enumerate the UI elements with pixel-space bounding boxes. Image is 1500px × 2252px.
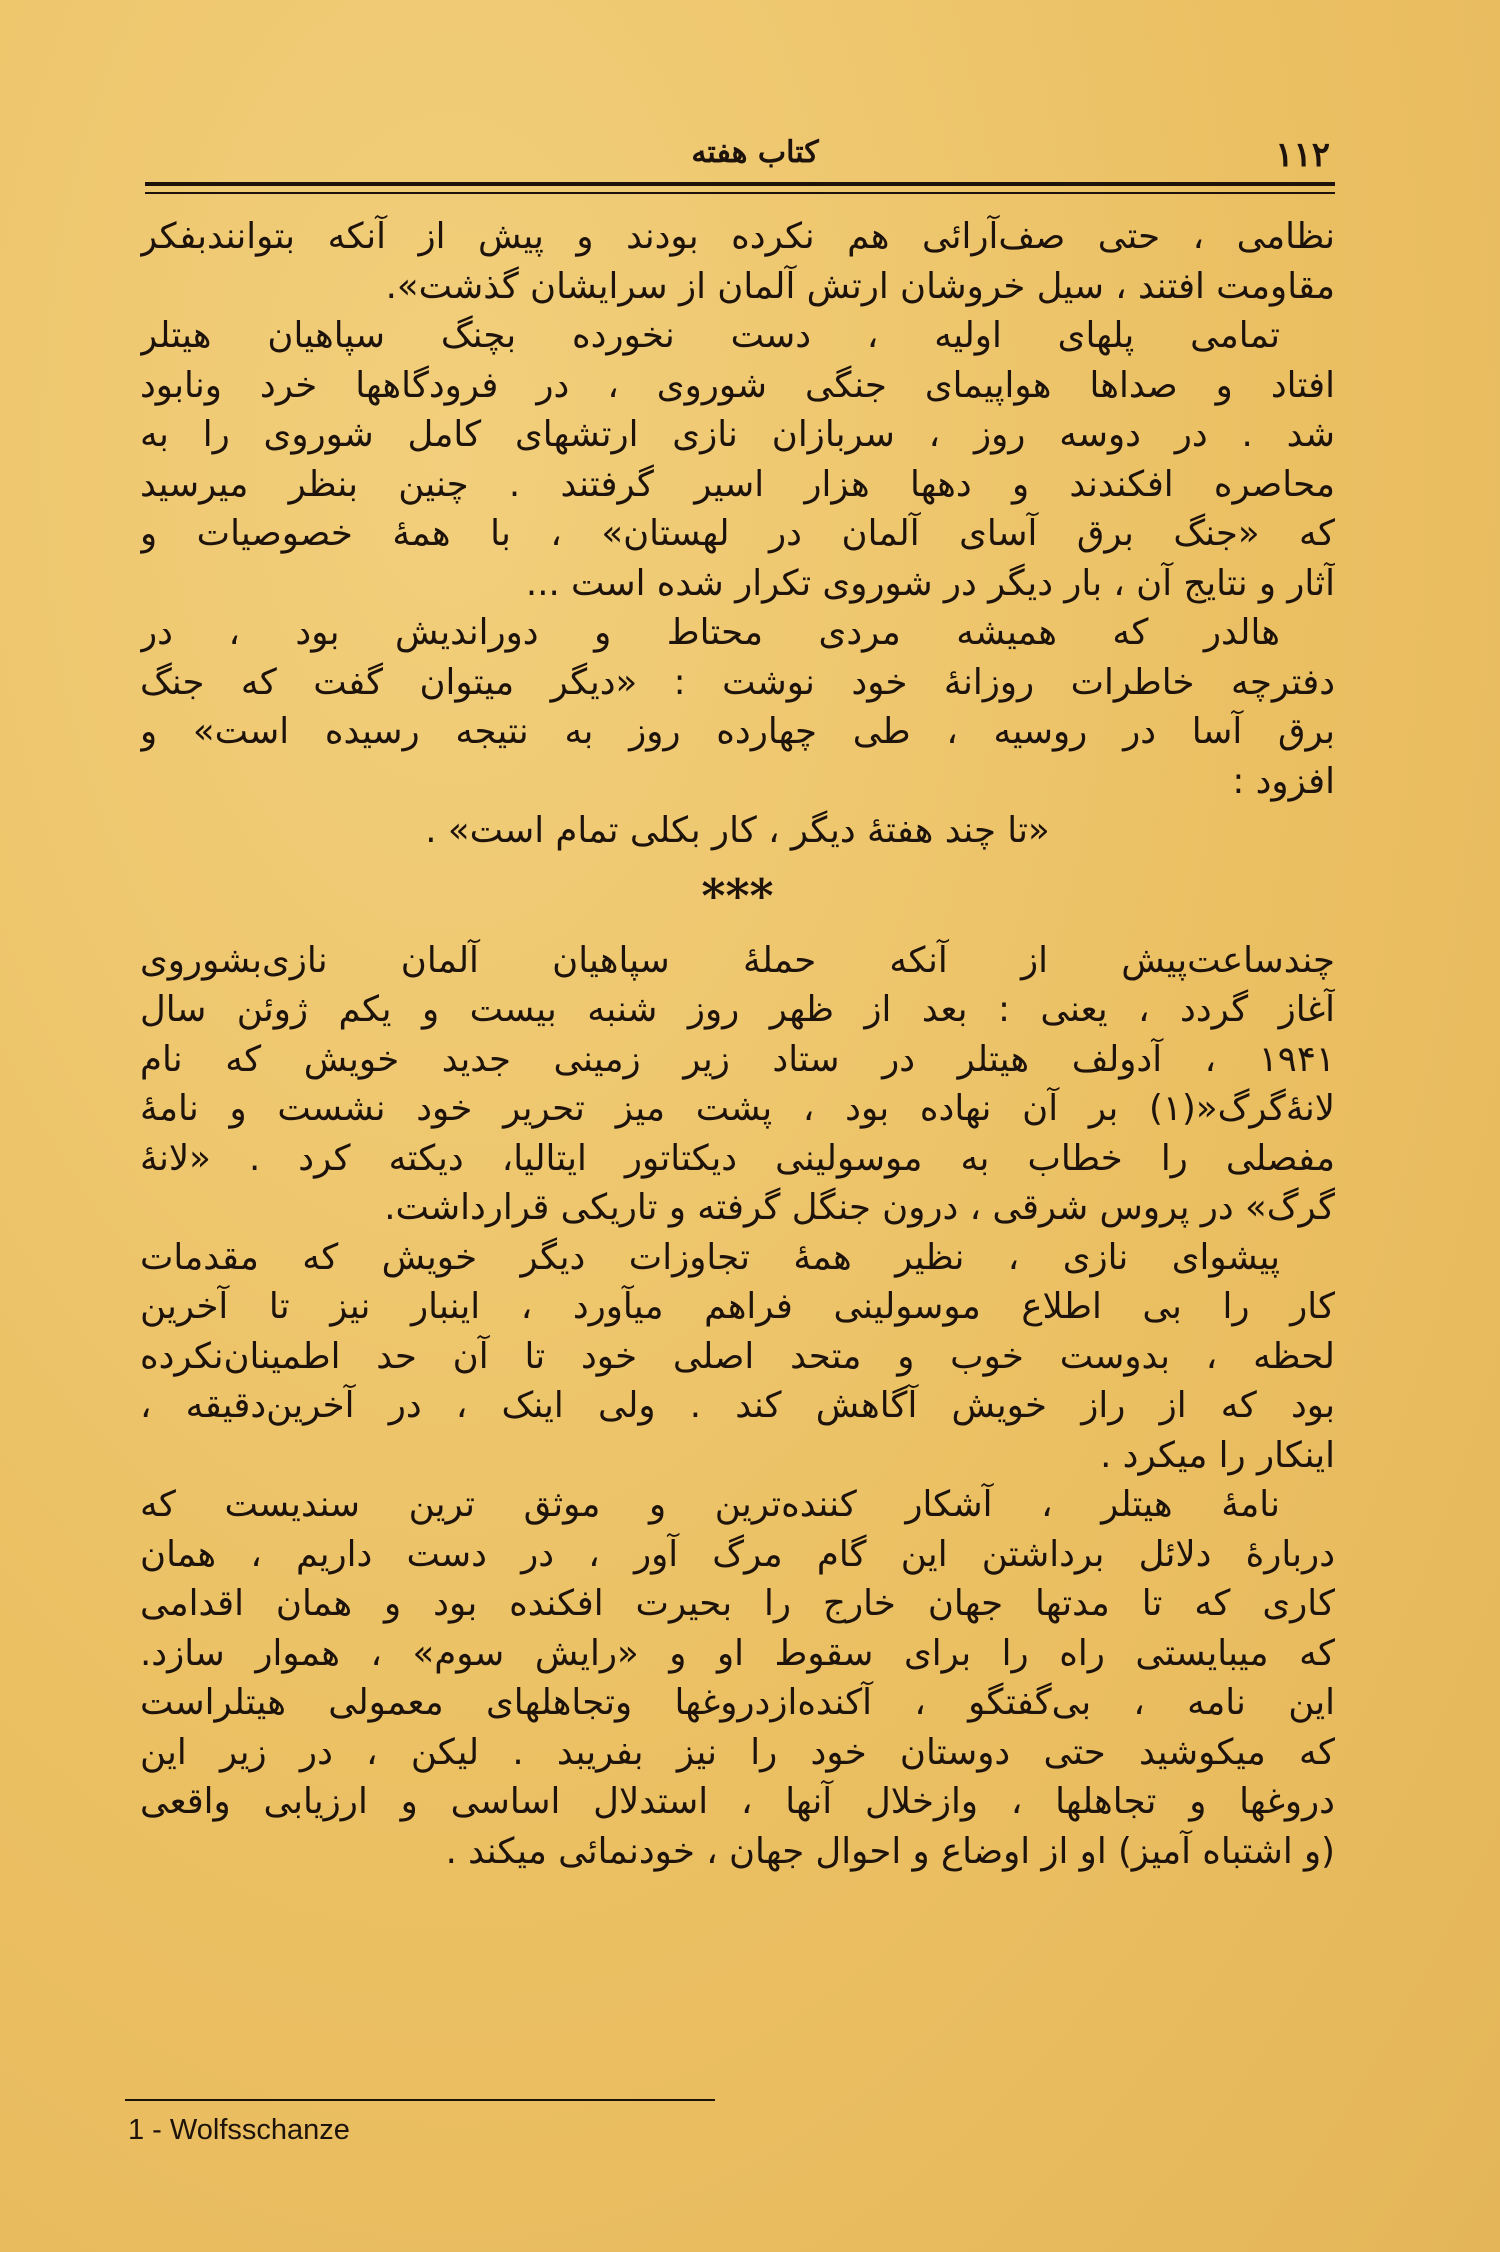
text-line: دربارهٔ دلائل برداشتن این گام مرگ آور ، در دست داریم ، همان [140, 1533, 1335, 1575]
text-line: اینکار را میکرد . [1100, 1434, 1335, 1476]
text-line: بود که از راز خویش آگاهش کند . ولی اینک ، در آخرین‌دقیقه ، [140, 1385, 1335, 1426]
text-line: برق آسا در روسیه ، طی چهارده روز به نتیجه رسیده است» و [140, 711, 1335, 752]
text-line: کار را بی اطلاع موسولینی فراهم میآورد ، اینبار نیز تا آخرین [140, 1286, 1335, 1327]
text-line: که میکوشید حتی دوستان خود را نیز بفریبد . لیکن ، در زیر این [140, 1731, 1335, 1773]
text-line: افتاد و صداها هواپیمای جنگی شوروی ، در فرودگاهها خرد ونابود [140, 364, 1335, 406]
text-line: که میبایستی راه را برای سقوط او و «رایش سوم» ، هموار سازد. [140, 1632, 1335, 1674]
footnote-rule [125, 2099, 715, 2101]
footnote: 1 - Wolfsschanze [128, 2114, 350, 2146]
text-line: (و اشتباه آمیز) او از اوضاع و احوال جهان ، خودنمائی میکند . [445, 1830, 1335, 1872]
text-line: شد . در دوسه روز ، سربازان نازی ارتشهای کامل شوروی را به [140, 414, 1335, 455]
text-line: چندساعت‌پیش از آنکه حملهٔ سپاهیان آلمان نازی‌بشوروی [140, 939, 1335, 981]
text-line: لحظه ، بدوست خوب و متحد اصلی خود تا آن حد اطمینان‌نکرده [140, 1335, 1335, 1377]
text-line: گرگ» در پروس شرقی ، درون جنگل گرفته و تاریکی قرارداشت. [384, 1187, 1335, 1228]
text-line: نامهٔ هیتلر ، آشکار کننده‌ترین و موثق ترین سندیست که [140, 1484, 1280, 1525]
running-head: کتاب هفته [691, 135, 819, 170]
text-line: ۱۹۴۱ ، آدولف هیتلر در ستاد زیر زمینی جدید خویش که نام [140, 1038, 1335, 1080]
text-line: دروغها و تجاهلها ، وازخلال آنها ، استدلال اساسی و ارزیابی واقعی [140, 1781, 1335, 1822]
body-text [140, 212, 1335, 2072]
text-line: آثار و نتایج آن ، بار دیگر در شوروی تکرار شده است ... [525, 562, 1335, 604]
text-line: مفصلی را خطاب به موسولینی دیکتاتور ایتالیا، دیکته کرد . «لانهٔ [140, 1137, 1335, 1179]
text-line: پیشوای نازی ، نظیر همهٔ تجاوزات دیگر خویش که مقدمات [140, 1236, 1280, 1278]
header-rule [145, 182, 1335, 186]
quote-line: «تا چند هفتهٔ دیگر ، کار بکلی تمام است» . [425, 810, 1050, 851]
text-line: نظامی ، حتی صف‌آرائی هم نکرده بودند و پیش از آنکه بتوانندبفکر [140, 216, 1335, 257]
page-number: ۱۱۲ [1275, 135, 1330, 175]
text-line: که «جنگ برق آسای آلمان در لهستان» ، با همهٔ خصوصیات و [140, 513, 1335, 554]
text-line: هالدر که همیشه مردی محتاط و دوراندیش بود ، در [140, 612, 1280, 653]
text-line: کاری که تا مدتها جهان خارج را بحیرت افکنده بود و همان اقدامی [140, 1583, 1335, 1624]
text-line: محاصره افکندند و دهها هزار اسیر گرفتند . چنین بنظر میرسید [140, 463, 1335, 505]
text-line: افزود : [1232, 760, 1335, 802]
text-line: تمامی پلهای اولیه ، دست نخورده بچنگ سپاهیان هیتلر [140, 315, 1280, 356]
header-rule [145, 192, 1335, 194]
text-line: آغاز گردد ، یعنی : بعد از ظهر روز شنبه بیست و یکم ژوئن سال [140, 989, 1335, 1030]
text-line: این نامه ، بی‌گفتگو ، آکنده‌ازدروغها وتجاهلهای معمولی هیتلراست [140, 1682, 1335, 1723]
section-break: *** [701, 868, 774, 923]
text-line: مقاومت افتند ، سیل خروشان ارتش آلمان از سرایشان گذشت». [385, 265, 1335, 307]
page-header [150, 135, 1330, 185]
text-line: دفترچه خاطرات روزانهٔ خود نوشت : «دیگر میتوان گفت که جنگ [140, 661, 1335, 703]
text-line: لانهٔ‌گرگ«(۱) بر آن نهاده بود ، پشت میز تحریر خود نشست و نامهٔ [140, 1088, 1335, 1129]
